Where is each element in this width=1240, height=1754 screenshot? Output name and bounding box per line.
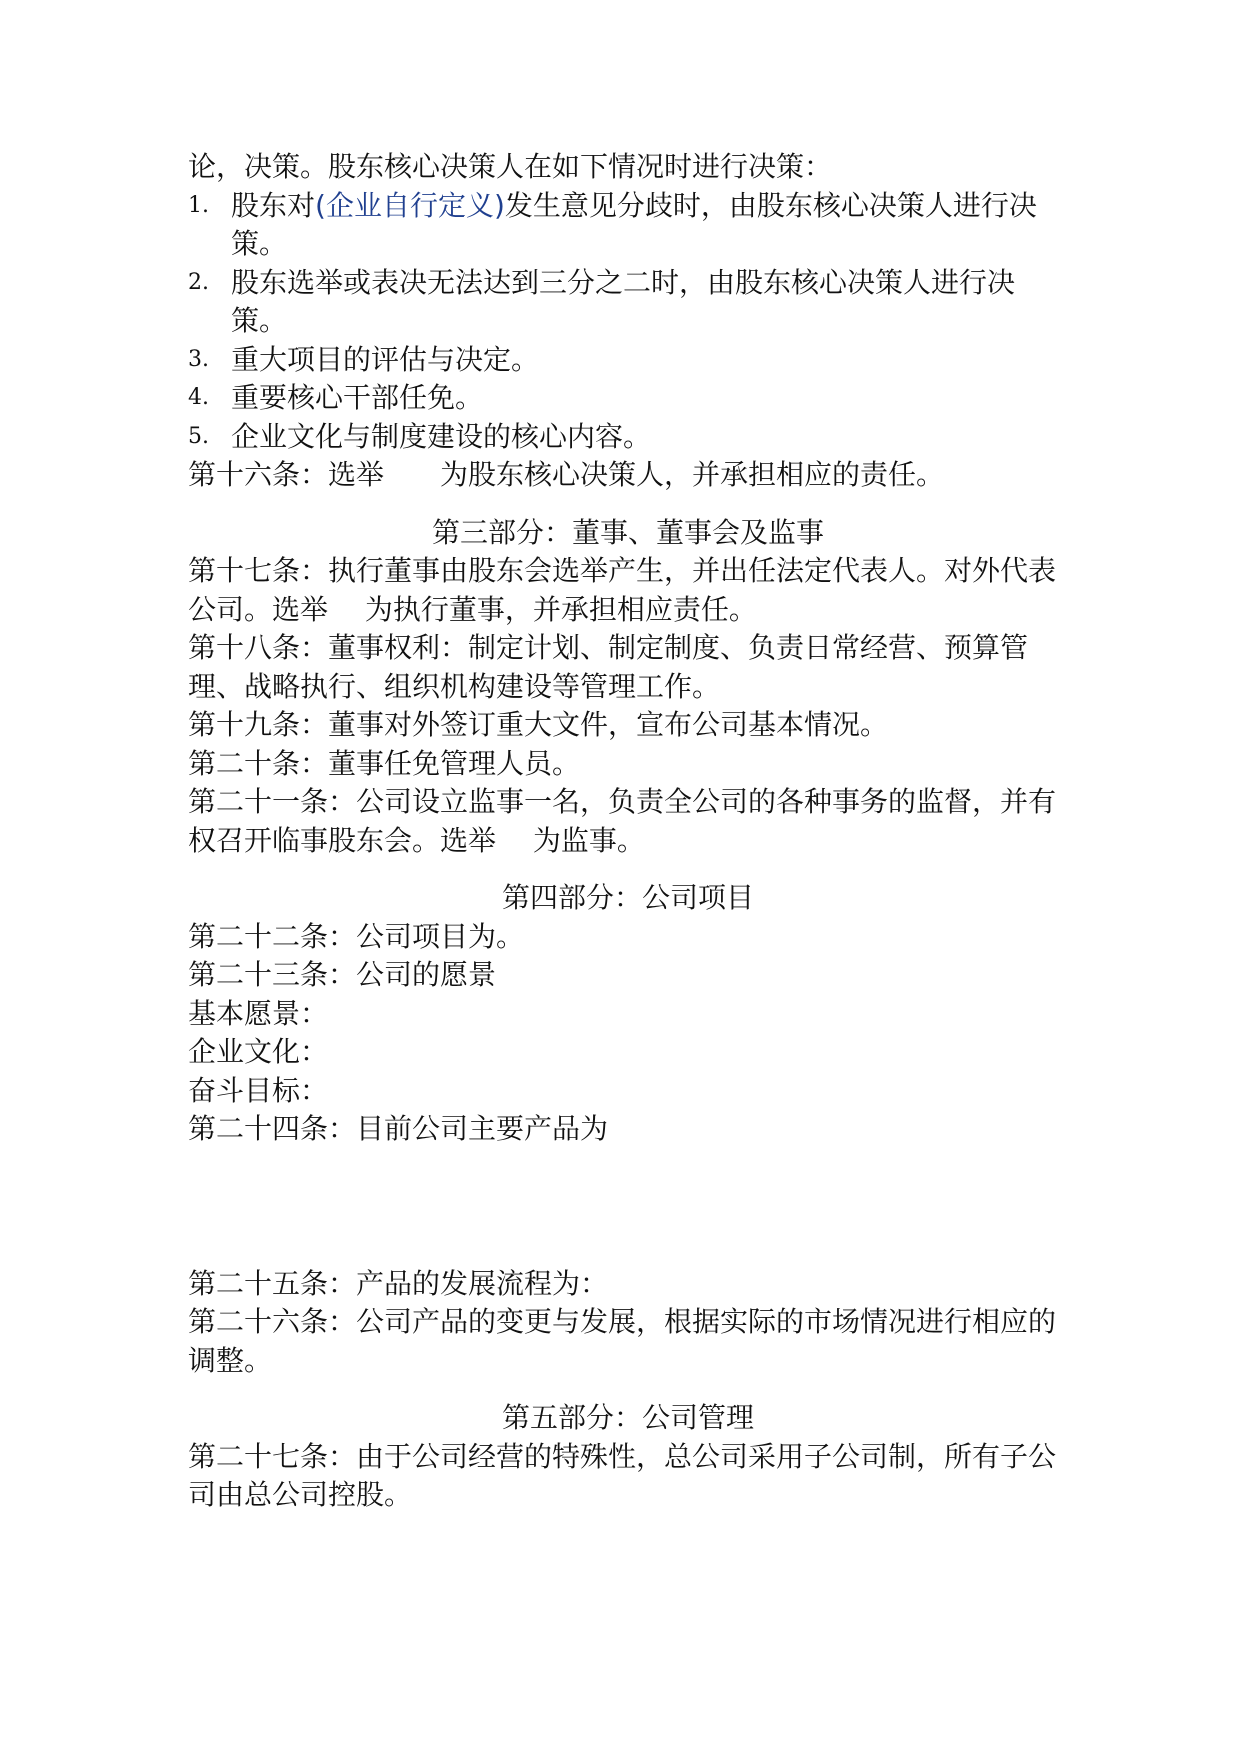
list-number: 4. <box>188 385 209 410</box>
list-item <box>188 379 1068 418</box>
list-item <box>188 264 1068 341</box>
article-17: 第十七条：执行董事由股东会选举产生，并出任法定代表人。对外代表公司。选举 为执行董事，并承担相应责任。 <box>188 554 1057 626</box>
article-25: 第二十五条：产品的发展流程为： <box>188 1266 609 1300</box>
list-item <box>188 418 1068 457</box>
goal-line: 奋斗目标： <box>188 1073 329 1107</box>
list-text: 重要核心干部任免。 <box>231 381 484 414</box>
article-26: 第二十六条：公司产品的变更与发展，根据实际的市场情况进行相应的调整。 <box>188 1305 1057 1377</box>
section-heading-part5: 第五部分：公司管理 <box>501 1401 754 1434</box>
article-19: 第十九条：董事对外签订重大文件，宣布公司基本情况。 <box>188 708 889 741</box>
article-16: 第十六条：选举 为股东核心决策人，并承担相应的责任。 <box>188 458 945 491</box>
list-number: 2. <box>188 269 209 295</box>
document-page <box>188 148 1068 1515</box>
list-number: 1. <box>188 192 209 218</box>
vision-line: 基本愿景： <box>188 996 329 1030</box>
article-21: 第二十一条：公司设立监事一名，负责全公司的各种事务的监督，并有权召开临事股东会。选举 为监事。 <box>188 785 1057 857</box>
article-23: 第二十三条：公司的愿景 <box>188 958 497 991</box>
article-20: 第二十条：董事任免管理人员。 <box>188 746 581 780</box>
list-item <box>188 187 1068 264</box>
section-heading-part4: 第四部分：公司项目 <box>501 881 754 914</box>
section-heading-part3: 第三部分：董事、董事会及监事 <box>431 515 824 549</box>
culture-line: 企业文化： <box>188 1035 329 1068</box>
list-text: 股东选举或表决无法达到三分之二时，由股东核心决策人进行决策。 <box>231 265 1016 337</box>
article-27: 第二十七条：由于公司经营的特殊性，总公司采用子公司制，所有子公司由总公司控股。 <box>188 1439 1057 1511</box>
article-22: 第二十二条：公司项目为。 <box>188 919 525 953</box>
list-text: 重大项目的评估与决定。 <box>231 342 540 376</box>
custom-definition-link[interactable]: (企业自行定义) <box>315 188 505 222</box>
list-item <box>188 341 1068 380</box>
intro-paragraph: 论，决策。股东核心决策人在如下情况时进行决策： <box>188 150 833 183</box>
list-number: 5. <box>188 423 209 449</box>
decision-list <box>188 187 1068 457</box>
article-24: 第二十四条：目前公司主要产品为 <box>188 1112 609 1145</box>
list-text: 企业文化与制度建设的核心内容。 <box>231 419 652 453</box>
list-number: 3. <box>188 346 209 372</box>
article-18: 第十八条：董事权利：制定计划、制定制度、负责日常经营、预算管理、战略执行、组织机构建设等管理工作。 <box>188 631 1029 703</box>
list-text: 股东对(企业自行定义)发生意见分歧时，由股东核心决策人进行决策。 <box>231 188 1037 260</box>
